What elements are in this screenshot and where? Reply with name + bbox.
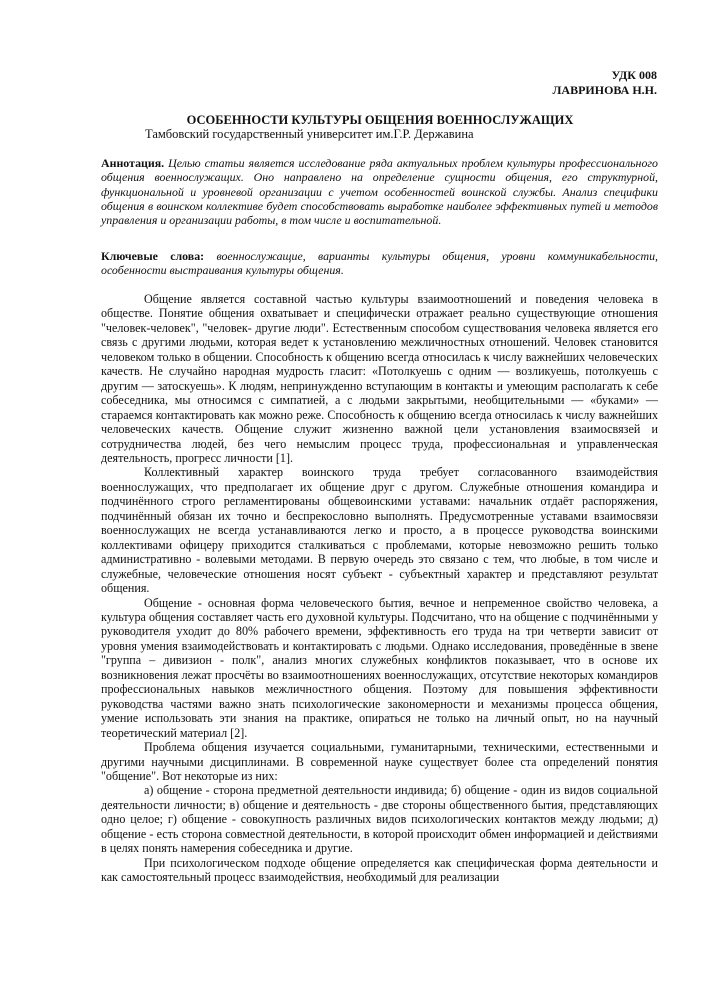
- paragraph: Общение является составной частью культуры взаимоотношений и поведения человека в обществе. Понятие общения охватывает и специфически отражает реально существующие отношения "человек-человек", "человек- другие люди". Естественным способом существования человека является его связь с другими людьми, которая ведет к установлению межличностных отношений. Человек становится человеком только в общении. Способность к общению всегда относилась к числу важнейших человеческих качеств. Не случайно народная мудрость гласит: «Потолкуешь с одним — возликуешь, потолкуешь с другим — затоскуешь». К людям, непринужденно вступающим в контакты и умеющим располагать к себе собеседника, мы относимся с симпатией, а с людьми закрытыми, необщительными — «буками» — стараемся контактировать как можно реже. Способность к общению всегда относилась к числу важнейших человеческих качеств. Общение служит жизненно важной цели установления взаимосвязей и сотрудничества людей, без чего немыслим процесс труда, профессиональная и управленческая деятельность, прогресс личности [1].: [101, 292, 658, 465]
- paragraph: Проблема общения изучается социальными, гуманитарными, техническими, естественными и другими научными дисциплинами. В современной науке существует более ста определений понятия "общение". Вот некоторые из них:: [101, 740, 658, 783]
- keywords: [101, 249, 658, 278]
- udc-code: УДК 008: [611, 68, 657, 82]
- author-name: ЛАВРИНОВА Н.Н.: [552, 83, 657, 97]
- paragraph: а) общение - сторона предметной деятельности индивида; б) общение - один из видов социальной деятельности личности; в) общение и деятельность - две стороны общественного бытия, представляющих одно целое; г) общение - совокупность различных видов психологических контактов между людьми; д) общение - есть сторона совместной деятельности, в которой происходит обмен информацией и действиями в целях понять намерения собеседника и другие.: [101, 783, 658, 856]
- affiliation: Тамбовский государственный университет им.Г.Р. Державина: [145, 127, 474, 141]
- abstract-text: Целью статьи является исследование ряда актуальных проблем культуры профессионального общения военнослужащих. Оно направлено на определение сущности общения, его структурной, функциональной и уровневой организации с учетом особенностей воинской службы. Анализ специфики общения в воинском коллективе будет способствовать выработке наиболее эффективных путей и методов управления и организации работы, в том числе и воспитательной.: [101, 156, 658, 228]
- keywords-label: Ключевые слова:: [101, 249, 205, 263]
- paper-title: ОСОБЕННОСТИ КУЛЬТУРЫ ОБЩЕНИЯ ВОЕННОСЛУЖАЩИХ: [186, 113, 574, 127]
- body-text: [101, 292, 658, 885]
- keywords-text: военнослужащие, варианты культуры общения, уровни коммуникабельности, особенности выстраивания культуры общения.: [101, 249, 658, 278]
- abstract-label: Аннотация.: [101, 156, 165, 170]
- paragraph: При психологическом подходе общение определяется как специфическая форма деятельности и как самостоятельный процесс взаимодействия, необходимый для реализации: [101, 855, 658, 885]
- paragraph: Общение - основная форма человеческого бытия, вечное и непременное свойство человека, а культура общения составляет часть его духовной культуры. Подсчитано, что на общение с подчинёнными у руководителя уходит до 80% рабочего времени, эффективность его труда на три четверти зависит от уровня умения взаимодействовать и контактировать с людьми. Однако исследования, проведённые в звене "группа – дивизион - полк", анализ многих служебных конфликтов показывает, что в основе их возникновения лежат просчёты во взаимоотношениях военнослужащих, отсутствие некоторых командиров профессиональных навыков межличностного общения. Поэтому для повышения эффективности руководства частями важно знать психологические закономерности и механизмы процесса общения, умение использовать эти знания на практике, опираться не только на личный опыт, но на научный теоретический материал [2].: [101, 595, 658, 740]
- abstract: [101, 156, 658, 227]
- paragraph: Коллективный характер воинского труда требует согласованного взаимодействия военнослужащих, что предполагает их общение друг с другом. Служебные отношения командира и подчинённого строго регламентированы общевоинскими уставами: начальник отдаёт распоряжения, подчинённый обязан их точно и беспрекословно выполнять. Предусмотренные уставами взаимосвязи военнослужащих не всегда устанавливаются легко и просто, а в процессе руководства воинскими коллективами офицеру приходится сталкиваться с проблемами, которые невозможно решить только административно - волевыми методами. В первую очередь это связано с тем, что любые, в том числе и служебные, человеческие отношения носят субъект - субъектный характер и представляют результат общения.: [101, 465, 658, 596]
